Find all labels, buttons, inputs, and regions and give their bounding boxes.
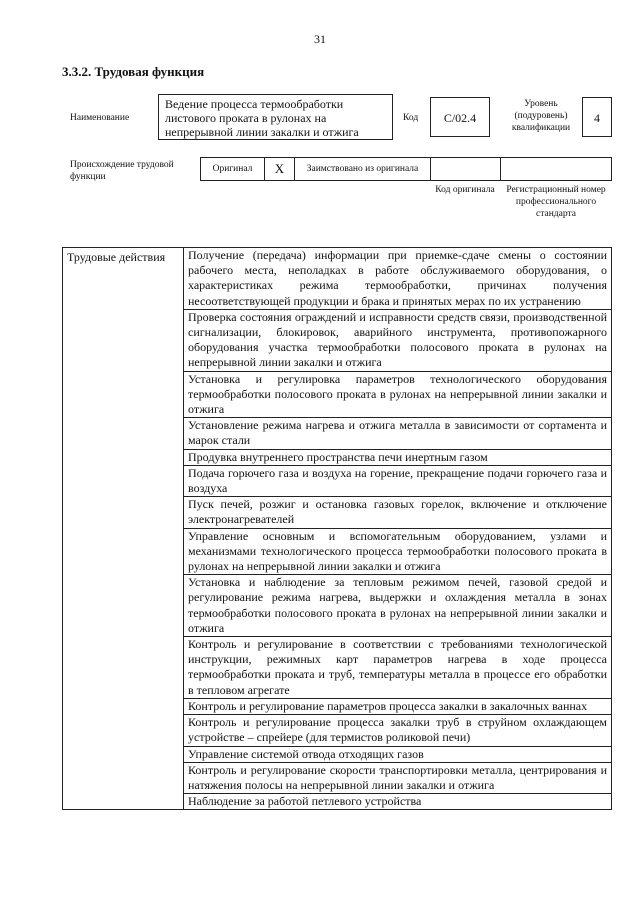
code-original-caption: Код оригинала xyxy=(435,185,495,195)
labor-action-item: Контроль и регулирование скорости транспортировки металла, центрирования и натяжения полосы на непрерывной линии закалки и отжига xyxy=(184,762,612,793)
labor-action-item: Получение (передача) информации при приемке-сдаче смены о состоянии рабочего места, неполадках в работе обслуживаемого оборудования, о характеристиках режима термообработки, причинах получения несоответствующей продукции и брака и принятых мерах по их устранению xyxy=(184,248,612,310)
origin-label: Происхождение трудовой функции xyxy=(70,160,174,182)
labor-action-item: Управление основным и вспомогательным оборудованием, узлами и механизмами технологического процесса термообработки полосового проката в рулонах на непрерывной линии закалки и отжига xyxy=(184,528,612,575)
code-original-cell xyxy=(431,158,501,180)
name-label: Наименование xyxy=(70,113,130,123)
function-name-value: Ведение процесса термообработки листового проката в рулонах на непрерывной линии закалки и отжига xyxy=(158,94,393,140)
labor-actions-table xyxy=(62,247,612,810)
labor-action-item: Контроль и регулирование процесса закалки труб в струйном охлаждающем устройстве – спрейере (для термистов роликовой печи) xyxy=(184,715,612,746)
labor-action-item: Установление режима нагрева и отжига металла в зависимости от сортамента и марок стали xyxy=(184,418,612,449)
section-title: 3.3.2. Трудовая функция xyxy=(62,64,205,79)
code-label: Код xyxy=(403,113,419,123)
original-label: Оригинал xyxy=(201,158,265,180)
reg-number-cell xyxy=(501,158,611,180)
qualification-level-label: Уровень (подуровень) квалификации xyxy=(511,99,571,133)
qualification-level-value: 4 xyxy=(582,97,612,137)
labor-action-item: Управление системой отвода отходящих газов xyxy=(184,746,612,762)
table-row xyxy=(63,248,612,310)
page-number: 31 xyxy=(314,32,326,46)
labor-action-item: Контроль и регулирование в соответствии с требованиями технологической инструкции, режимных карт параметров нагрева в ходе процесса термообработки проката и труб, температуры металла в процессе его обработки в тепловом агрегате xyxy=(184,637,612,699)
labor-action-item: Контроль и регулирование параметров процесса закалки в закалочных ваннах xyxy=(184,698,612,714)
labor-action-item: Продувка внутреннего пространства печи инертным газом xyxy=(184,449,612,465)
reg-number-caption: Регистрационный номер профессионального стандарта xyxy=(506,185,606,219)
labor-actions-category: Трудовые действия xyxy=(63,248,184,810)
labor-action-item: Проверка состояния ограждений и исправности средств связи, производственной сигнализации, блокировок, аварийного инструмента, противопожарного оборудования участка термообработки полосового проката в рулонах на непрерывной линии закалки и отжига xyxy=(184,309,612,371)
labor-action-item: Установка и наблюдение за тепловым режимом печей, газовой средой и регулирование режима нагрева, выдержки и охлаждения металла в зонах термообработки полосового проката в рулонах на непрерывной линии закалки и отжига xyxy=(184,575,612,637)
borrowed-label: Заимствовано из оригинала xyxy=(295,158,431,180)
origin-row xyxy=(200,157,612,181)
original-mark: X xyxy=(265,158,295,180)
labor-action-item: Наблюдение за работой петлевого устройства xyxy=(184,794,612,810)
function-code-value: С/02.4 xyxy=(430,97,490,137)
labor-action-item: Установка и регулировка параметров технологического оборудования термообработки полосового проката в рулонах на непрерывной линии закалки и отжига xyxy=(184,371,612,418)
labor-action-item: Подача горючего газа и воздуха на горение, прекращение подачи горючего газа и воздуха xyxy=(184,465,612,496)
labor-action-item: Пуск печей, розжиг и остановка газовых горелок, включение и отключение электронагревателей xyxy=(184,497,612,528)
